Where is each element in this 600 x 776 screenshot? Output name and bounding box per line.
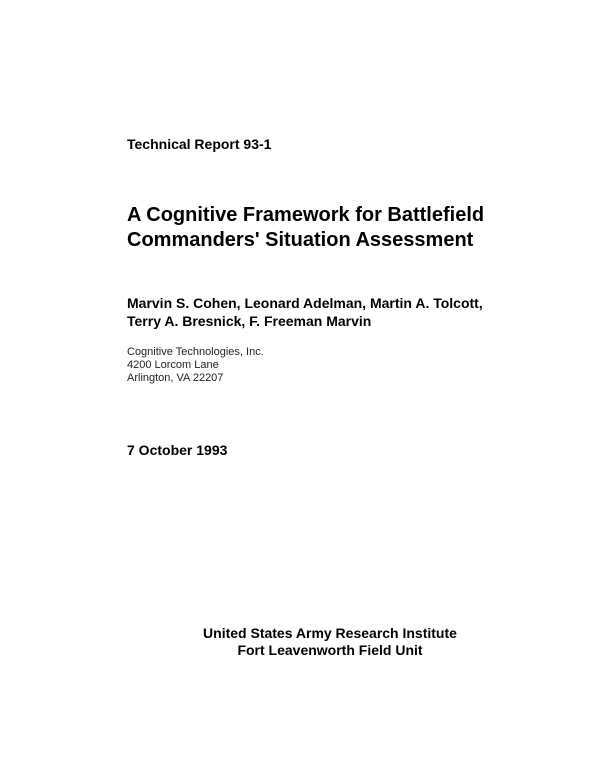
address-line: Arlington, VA 22207 xyxy=(127,372,224,384)
report-date: 7 October 1993 xyxy=(127,442,228,458)
report-number: Technical Report 93-1 xyxy=(127,136,272,152)
address xyxy=(127,346,264,385)
authors xyxy=(127,294,483,330)
authors-line: Marvin S. Cohen, Leonard Adelman, Martin A. Tolcott, xyxy=(127,295,483,311)
address-line: Cognitive Technologies, Inc. xyxy=(127,346,264,358)
organization-line: Fort Leavenworth Field Unit xyxy=(237,642,423,658)
title-line: A Cognitive Framework for Battlefield xyxy=(127,204,485,226)
address-line: 4200 Lorcom Lane xyxy=(127,359,219,371)
organization xyxy=(180,625,480,659)
title-line: Commanders' Situation Assessment xyxy=(127,229,474,251)
organization-line: United States Army Research Institute xyxy=(203,625,457,641)
authors-line: Terry A. Bresnick, F. Freeman Marvin xyxy=(127,313,372,329)
report-title xyxy=(127,203,484,253)
